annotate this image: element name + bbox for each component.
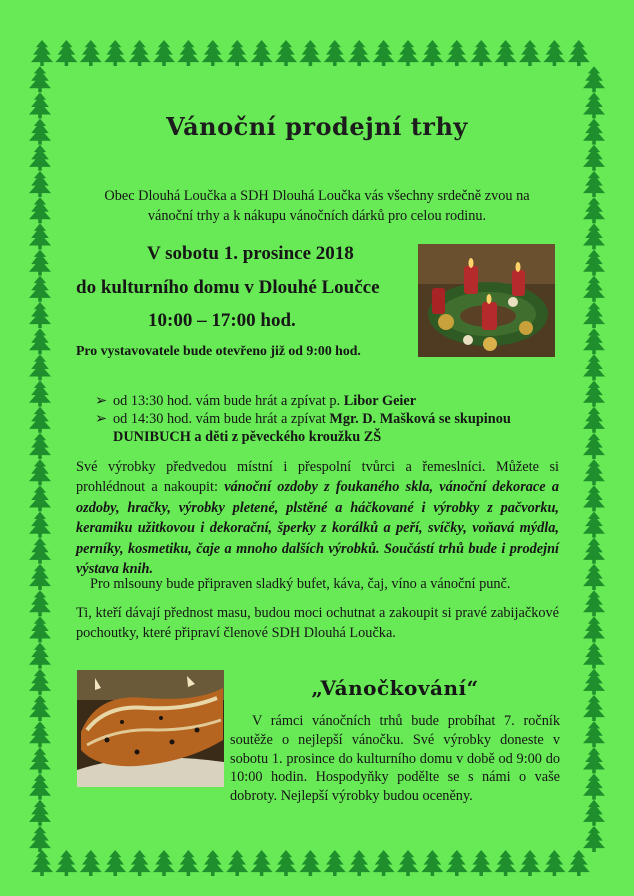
christmas-tree-icon xyxy=(568,40,590,66)
christmas-tree-icon xyxy=(226,40,248,66)
christmas-tree-icon xyxy=(177,850,199,876)
performance-item: ➢ od 13:30 hod. vám bude hrát a zpívat p. Libor Geier xyxy=(95,393,417,409)
christmas-tree-icon xyxy=(583,407,605,433)
christmas-tree-icon xyxy=(29,512,51,538)
christmas-tree-icon xyxy=(80,850,102,876)
christmas-tree-icon xyxy=(373,40,395,66)
christmas-tree-icon xyxy=(495,40,517,66)
christmas-tree-icon xyxy=(397,40,419,66)
christmas-tree-icon xyxy=(583,223,605,249)
christmas-tree-icon xyxy=(583,459,605,485)
christmas-tree-icon xyxy=(29,328,51,354)
christmas-tree-icon xyxy=(129,850,151,876)
christmas-tree-icon xyxy=(29,747,51,773)
christmas-tree-icon xyxy=(495,850,517,876)
christmas-tree-icon xyxy=(29,354,51,380)
christmas-tree-icon xyxy=(583,800,605,826)
christmas-tree-icon xyxy=(583,695,605,721)
christmas-tree-icon xyxy=(446,40,468,66)
products-paragraph: Své výrobky předvedou místní i přespolní tvůrci a řemeslníci. Můžete si prohlédnout a nakoupit: vánoční ozdoby z foukaného skla, vánoční dekorace a ozdoby, hračky, výrobky pletené, plstěné a háčkované i výrobky z pačvorku, keramiku užitkovou i dekorační, šperky z korálků a peří, svíčky, voňavá mýdla, perníky, kosmetiku, čaje a mnoho dalších výrobků. Součástí trhů bude i prodejní výstava knih. xyxy=(76,459,559,578)
performances-list xyxy=(95,392,565,446)
christmas-tree-icon xyxy=(397,850,419,876)
christmas-tree-icon xyxy=(421,850,443,876)
arrow-bullet-icon: ➢ xyxy=(95,393,107,409)
christmas-tree-icon xyxy=(31,850,53,876)
event-date: V sobotu 1. prosince 2018 xyxy=(147,243,354,264)
christmas-tree-icon xyxy=(583,66,605,92)
christmas-tree-icon xyxy=(29,616,51,642)
christmas-tree-icon xyxy=(202,850,224,876)
christmas-tree-icon xyxy=(29,669,51,695)
christmas-tree-icon xyxy=(29,459,51,485)
christmas-tree-icon xyxy=(29,145,51,171)
performer-name: Mgr. D. Mašková se skupinou xyxy=(329,411,511,427)
christmas-tree-icon xyxy=(153,40,175,66)
christmas-tree-icon xyxy=(29,800,51,826)
christmas-tree-icon xyxy=(583,328,605,354)
christmas-tree-icon xyxy=(104,850,126,876)
performance-item: ➢ od 14:30 hod. vám bude hrát a zpívat Mgr. D. Mašková se skupinou DUNIBUCH a děti z pěveckého kroužku ZŠ xyxy=(95,411,511,445)
christmas-tree-icon xyxy=(299,40,321,66)
christmas-tree-icon xyxy=(29,407,51,433)
christmas-tree-icon xyxy=(299,850,321,876)
christmas-tree-icon xyxy=(29,433,51,459)
christmas-tree-icon xyxy=(583,774,605,800)
christmas-tree-icon xyxy=(29,302,51,328)
christmas-tree-icon xyxy=(129,40,151,66)
christmas-tree-icon xyxy=(29,538,51,564)
christmas-tree-icon xyxy=(29,485,51,511)
christmas-tree-icon xyxy=(583,538,605,564)
christmas-tree-icon xyxy=(348,40,370,66)
christmas-tree-icon xyxy=(543,40,565,66)
performer-name: Libor Geier xyxy=(343,393,417,409)
christmas-tree-icon xyxy=(583,433,605,459)
christmas-tree-icon xyxy=(543,850,565,876)
christmas-tree-icon xyxy=(583,590,605,616)
christmas-tree-icon xyxy=(29,721,51,747)
christmas-tree-icon xyxy=(583,826,605,852)
christmas-tree-icon xyxy=(583,302,605,328)
christmas-tree-icon xyxy=(226,850,248,876)
event-place: do kulturního domu v Dlouhé Loučce xyxy=(76,277,380,298)
christmas-tree-icon xyxy=(55,40,77,66)
christmas-tree-icon xyxy=(202,40,224,66)
christmas-tree-icon xyxy=(583,721,605,747)
christmas-tree-icon xyxy=(583,381,605,407)
christmas-tree-icon xyxy=(583,197,605,223)
christmas-tree-icon xyxy=(29,695,51,721)
performer-group: DUNIBUCH a děti z pěveckého kroužku ZŠ xyxy=(113,429,382,445)
christmas-tree-icon xyxy=(470,40,492,66)
christmas-tree-icon xyxy=(29,590,51,616)
christmas-tree-icon xyxy=(348,850,370,876)
poster-title: Vánoční prodejní trhy xyxy=(166,112,468,141)
christmas-tree-icon xyxy=(177,40,199,66)
christmas-tree-icon xyxy=(583,485,605,511)
christmas-tree-icon xyxy=(583,250,605,276)
christmas-tree-icon xyxy=(251,850,273,876)
christmas-tree-icon xyxy=(373,850,395,876)
christmas-tree-icon xyxy=(583,145,605,171)
buffet-paragraph: Pro mlsouny bude připraven sladký bufet, káva, čaj, víno a vánoční punč. xyxy=(90,576,511,592)
products-list: vánoční ozdoby z foukaného skla, vánoční dekorace a ozdoby, hračky, výrobky pletené, plstěné a háčkované i výrobky z pačvorku, keramiku užitkovou i dekorační, šperky z korálků a peří, svíčky, voňavá mýdla, perníky, kosmetiku, čaje a mnoho dalších výrobků. Součástí trhů bude i prodejní výstava knih. xyxy=(76,479,559,578)
christmas-tree-icon xyxy=(583,276,605,302)
christmas-tree-icon xyxy=(519,850,541,876)
christmas-tree-icon xyxy=(29,643,51,669)
christmas-tree-icon xyxy=(31,40,53,66)
christmas-tree-icon xyxy=(568,850,590,876)
christmas-tree-icon xyxy=(55,850,77,876)
christmas-tree-icon xyxy=(29,564,51,590)
christmas-tree-icon xyxy=(583,616,605,642)
christmas-tree-icon xyxy=(29,250,51,276)
contest-title: „Vánočkování“ xyxy=(311,676,479,700)
christmas-tree-icon xyxy=(583,643,605,669)
christmas-tree-icon xyxy=(324,850,346,876)
event-time: 10:00 – 17:00 hod. xyxy=(148,310,296,331)
christmas-tree-icon xyxy=(519,40,541,66)
vanocka-bread-photo xyxy=(77,670,224,787)
christmas-tree-icon xyxy=(583,669,605,695)
christmas-tree-icon xyxy=(251,40,273,66)
christmas-tree-icon xyxy=(583,747,605,773)
christmas-tree-icon xyxy=(583,354,605,380)
advent-wreath-photo xyxy=(418,244,555,357)
christmas-tree-icon xyxy=(104,40,126,66)
christmas-tree-icon xyxy=(470,850,492,876)
meat-paragraph: Ti, kteří dávají přednost masu, budou moci ochutnat a zakoupit si pravé zabijačkové pochoutky, které připraví členové SDH Dlouhá Loučka. xyxy=(76,605,559,642)
christmas-tree-icon xyxy=(29,826,51,852)
christmas-tree-icon xyxy=(275,40,297,66)
christmas-tree-icon xyxy=(29,197,51,223)
arrow-bullet-icon: ➢ xyxy=(95,411,107,427)
christmas-tree-icon xyxy=(29,381,51,407)
christmas-tree-icon xyxy=(583,171,605,197)
christmas-tree-icon xyxy=(583,564,605,590)
christmas-tree-icon xyxy=(446,850,468,876)
christmas-tree-icon xyxy=(583,512,605,538)
christmas-tree-icon xyxy=(324,40,346,66)
christmas-tree-icon xyxy=(275,850,297,876)
intro-text: Obec Dlouhá Loučka a SDH Dlouhá Loučka vás všechny srdečně zvou na vánoční trhy a k nákupu vánočních dárků pro celou rodinu. xyxy=(104,188,530,224)
christmas-tree-icon xyxy=(29,171,51,197)
christmas-tree-icon xyxy=(80,40,102,66)
christmas-tree-icon xyxy=(29,774,51,800)
christmas-tree-icon xyxy=(421,40,443,66)
christmas-tree-icon xyxy=(29,66,51,92)
christmas-tree-icon xyxy=(29,223,51,249)
christmas-tree-icon xyxy=(29,276,51,302)
exhibitors-note: Pro vystavovatele bude otevřeno již od 9:00 hod. xyxy=(76,343,361,358)
christmas-tree-icon xyxy=(153,850,175,876)
contest-text: V rámci vánočních trhů bude probíhat 7. ročník soutěže o nejlepší vánočku. Své výrobky doneste v sobotu 1. prosince do kulturního domu v době od 9:00 do 10:00 hodin. Hospodyňky podělte se s námi o vaše dobroty. Nejlepší výrobky budou oceněny. xyxy=(230,713,560,805)
